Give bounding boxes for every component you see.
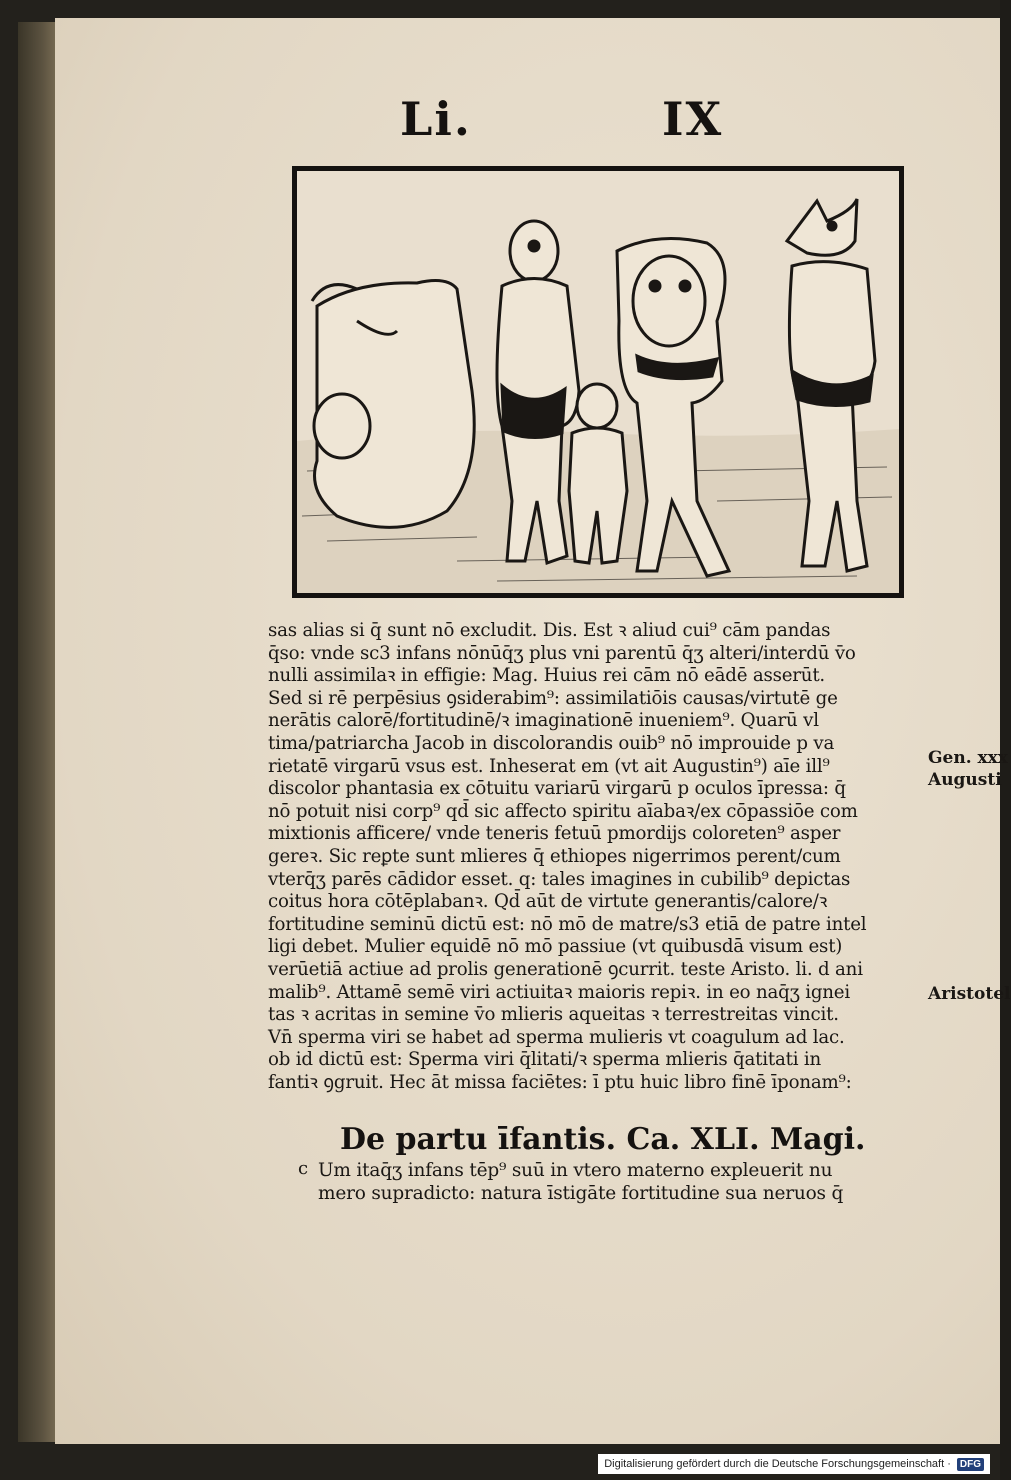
- text-line: q̄so: vnde sc3 infans nōnūq̄ʒ plus vni parentū q̄ʒ alteri/interdū v̄o: [268, 642, 856, 664]
- text-line: malib⁹. Attamē semē viri actiuitaꝛ maioris repiꝛ. in eo naq̄ʒ ignei: [268, 981, 850, 1003]
- footer-credit: [598, 1454, 990, 1474]
- dfg-logo: DFG: [957, 1458, 984, 1471]
- text-line: mero supradicto: natura īstigāte fortitudine sua neruos q̄: [318, 1182, 844, 1204]
- text-line: coitus hora cōtēplabanꝛ. Qd̄ aūt de virtute generantis/calore/ꝛ: [268, 891, 828, 913]
- page-header-folio: IX: [662, 92, 724, 146]
- text-line: Sed si rē perpēsius ꝯsiderabim⁹: assimilatiōis causas/virtutē ge: [268, 687, 838, 709]
- text-line: tima/patriarcha Jacob in discolorandis ouib⁹ nō improuide p va: [268, 732, 835, 754]
- child-figure: [569, 384, 627, 563]
- margin-note-augustin: Augusti: [928, 770, 1002, 790]
- body-text: [268, 620, 928, 1094]
- text-line: Um itaq̄ʒ infans tēp⁹ suū in vtero materno expleuerit nu: [318, 1160, 833, 1181]
- text-line: Vn̄ sperma viri se habet ad sperma mulieris vt coagulum ad lac.: [268, 1026, 845, 1048]
- woodcut-illustration: [292, 166, 904, 598]
- margin-note-aristotel: Aristotel: [928, 984, 1011, 1004]
- text-line: mixtionis afficere/ vnde teneris fetuū pmordijs coloreten⁹ asper: [268, 823, 841, 845]
- text-line: nulli assimilaꝛ in effigie: Mag. Huius rei cām nō eādē asserūt.: [268, 665, 826, 687]
- text-line: vterq̄ʒ parēs cādidor esset. q: tales imagines in cubilib⁹ depictas: [268, 868, 851, 890]
- text-line: discolor phantasia ex cōtuitu variarū virgarū p oculos īpressa: q̄: [268, 778, 846, 800]
- text-line: tas ꝛ acritas in semine v̄o mlieris aqueitas ꝛ terrestreitas vincit.: [268, 1004, 839, 1026]
- book-spine: [18, 22, 58, 1442]
- text-line: ob id dictū est: Sperma viri q̄litati/ꝛ sperma mlieris q̄atitati in: [268, 1049, 822, 1071]
- text-line: nerātis calorē/fortitudinē/ꝛ imaginationē inueniem⁹. Quarū vl: [268, 710, 819, 732]
- text-line: verūetiā actiue ad prolis generationē ꝯcurrit. teste Aristo. li. d ani: [268, 958, 863, 980]
- text-line: ligi debet. Mulier equidē nō mō passiue (vt quibusdā visum est): [268, 936, 843, 958]
- footer-text: Digitalisierung gefördert durch die Deutsche Forschungsgemeinschaft ·: [604, 1458, 951, 1470]
- chapter-heading: De partu īfantis. Ca. XLI. Magi.: [340, 1122, 866, 1157]
- text-line: gereꝛ. Sic reꝑte sunt mlieres q̄ ethiopes nigerrimos perent/cum: [268, 845, 841, 867]
- text-line: fortitudine seminū dictū est: nō mō de matre/s3 etiā de patre intel: [268, 913, 867, 935]
- woodcut-drawing: [297, 171, 899, 593]
- text-line: nō potuit nisi corp⁹ qd̄ sic affecto spiritu aīabaꝛ/ex cōpassiōe com: [268, 800, 858, 822]
- text-line: rietatē virgarū vsus est. Inheserat em (vt ait Augustin⁹) aīe ill⁹: [268, 755, 830, 777]
- sciapod-figure: [312, 281, 474, 528]
- margin-note-gen: Gen. xxx: [928, 748, 1008, 768]
- text-line: fantiꝛ ꝯgruit. Hec āt missa faciētes: ī ptu huic libro finē īponam⁹:: [268, 1071, 852, 1093]
- continuation-text: [318, 1160, 938, 1205]
- page-header-left: Li.: [400, 92, 472, 146]
- text-line: sas alias si q̄ sunt nō excludit. Dis. Est ꝛ aliud cui⁹ cām pandas: [268, 620, 831, 641]
- section-marker: c: [298, 1158, 309, 1179]
